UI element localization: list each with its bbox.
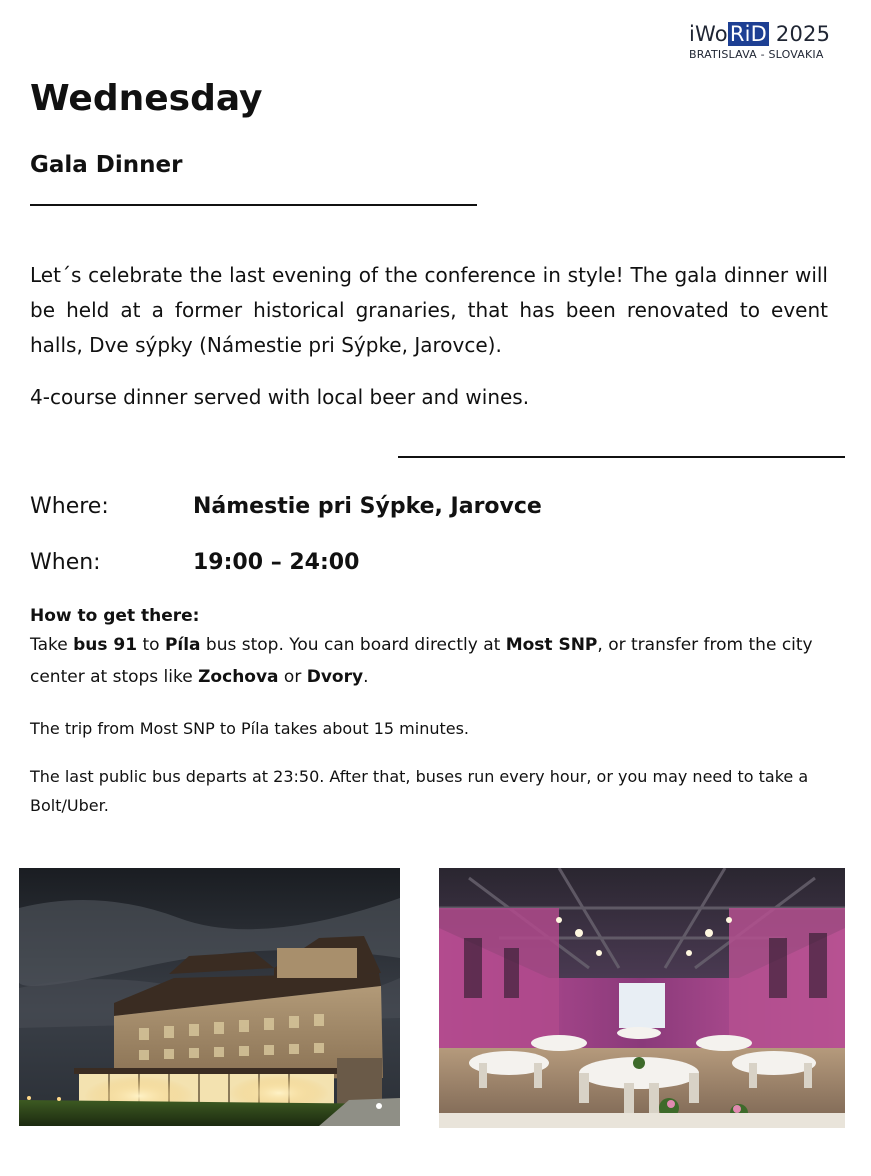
boarding-stop: Most SNP (505, 635, 598, 655)
trip-duration-note: The trip from Most SNP to Píla takes about 15 minutes. (30, 719, 470, 738)
directions-text-segment: . (363, 667, 369, 687)
event-description: Let´s celebrate the last evening of the conference in style! The gala dinner will be held at a former historical granaries, that has been renovated to event halls, Dve sýpky (Námestie pri Sýpke, Jarovce). (30, 263, 828, 357)
logo-wordmark (689, 21, 834, 47)
directions-text-segment: to (137, 635, 165, 655)
event-title: Gala Dinner (30, 152, 183, 178)
logo-year: 2025 (775, 22, 831, 46)
directions-text (30, 629, 830, 693)
page-title: Wednesday (30, 78, 263, 119)
last-bus-note: The last public bus departs at 23:50. After that, buses run every hour, or you may need to take a Bolt/Uber. (30, 767, 809, 815)
logo-brand-highlight: RiD (729, 22, 768, 46)
where-value: Námestie pri Sýpke, Jarovce (193, 494, 542, 519)
when-value: 19:00 – 24:00 (193, 550, 360, 575)
logo-subtitle: BRATISLAVA - SLOVAKIA (689, 48, 824, 61)
divider-middle (398, 456, 845, 458)
directions-title: How to get there: (30, 606, 200, 626)
transfer-stop-dvory: Dvory (306, 667, 364, 687)
iworid-logo (689, 21, 834, 67)
divider-top (30, 204, 477, 206)
when-label: When: (30, 550, 101, 575)
menu-description: 4-course dinner served with local beer and wines. (30, 385, 530, 409)
directions-section (30, 603, 830, 693)
transfer-stop-zochova: Zochova (198, 667, 279, 687)
directions-text-segment: bus stop. You can board directly at (200, 635, 506, 655)
directions-text-segment: or (278, 667, 307, 687)
where-label: Where: (30, 494, 109, 519)
destination-stop: Píla (164, 635, 201, 655)
logo-brand-prefix: iWo (689, 22, 728, 46)
bus-line: bus 91 (73, 635, 138, 655)
directions-text-segment: Take (30, 635, 74, 655)
venue-interior-photo (439, 868, 845, 1128)
venue-exterior-photo (19, 868, 400, 1126)
directions-text-segment: , or transfer from the city center at stops like (30, 635, 813, 687)
